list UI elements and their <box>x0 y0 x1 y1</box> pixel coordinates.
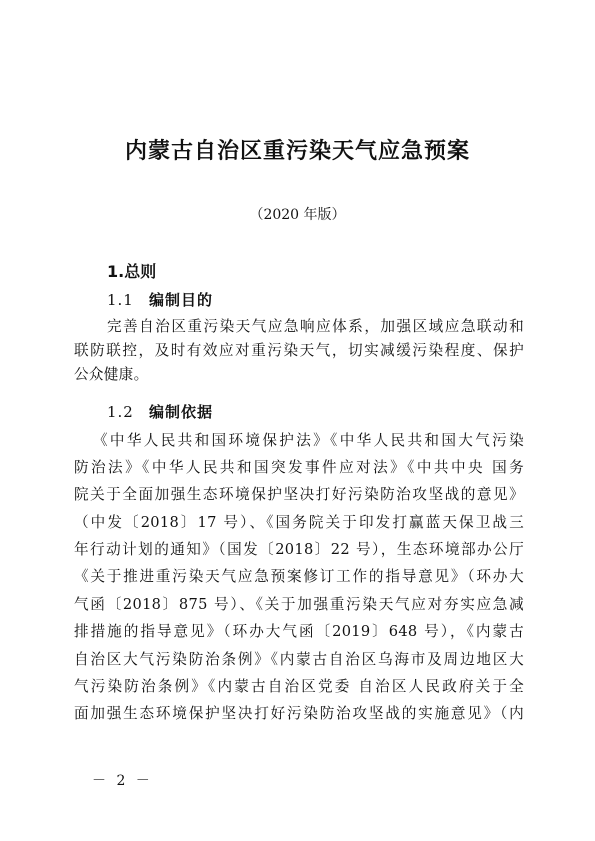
document-edition: （2020 年版） <box>249 207 346 223</box>
paragraph-line: 《关于推进重污染天气应急预案修订工作的指导意见》（环办大 <box>74 568 524 585</box>
subsection-number: 1.2 <box>107 403 134 421</box>
paragraph-line: 年行动计划的通知》（国发〔2018〕22 号），生态环境部办公厅 <box>74 541 524 558</box>
page-number: － 2 － <box>92 773 153 789</box>
paragraph-line: 联防联控，及时有效应对重污染天气，切实减缓污染程度、保护 <box>74 342 524 359</box>
document-title: 内蒙古自治区重污染天气应急预案 <box>124 138 470 164</box>
paragraph-line: 气污染防治条例》《内蒙古自治区党委 自治区人民政府关于全 <box>74 678 524 695</box>
paragraph-line: 完善自治区重污染天气应急响应体系，加强区域应急联动和 <box>107 318 524 335</box>
paragraph-line: 公众健康。 <box>74 366 149 383</box>
subsection-number: 1.1 <box>107 291 134 309</box>
paragraph-line: 院关于全面加强生态环境保护坚决打好污染防治攻坚战的意见》 <box>74 486 524 503</box>
paragraph-line: 排措施的指导意见》（环办大气函〔2019〕648 号），《内蒙古 <box>74 623 524 640</box>
paragraph-line: （中发〔2018〕17 号）、《国务院关于印发打赢蓝天保卫战三 <box>74 514 524 531</box>
paragraph-line: 自治区大气污染防治条例》《内蒙古自治区乌海市及周边地区大 <box>74 651 524 668</box>
subsection-heading-purpose <box>107 289 213 310</box>
paragraph-line: 《中华人民共和国环境保护法》《中华人民共和国大气污染 <box>93 432 524 449</box>
subsection-title: 编制目的 <box>149 291 214 309</box>
section-heading-general: 1.总则 <box>107 262 157 281</box>
paragraph-line: 防治法》《中华人民共和国突发事件应对法》《中共中央 国务 <box>74 459 524 476</box>
subsection-heading-basis <box>107 401 213 422</box>
paragraph-line: 气函〔2018〕875 号）、《关于加强重污染天气应对夯实应急减 <box>74 596 524 613</box>
subsection-title: 编制依据 <box>149 403 214 421</box>
paragraph-line: 面加强生态环境保护坚决打好污染防治攻坚战的实施意见》（内 <box>74 705 524 722</box>
